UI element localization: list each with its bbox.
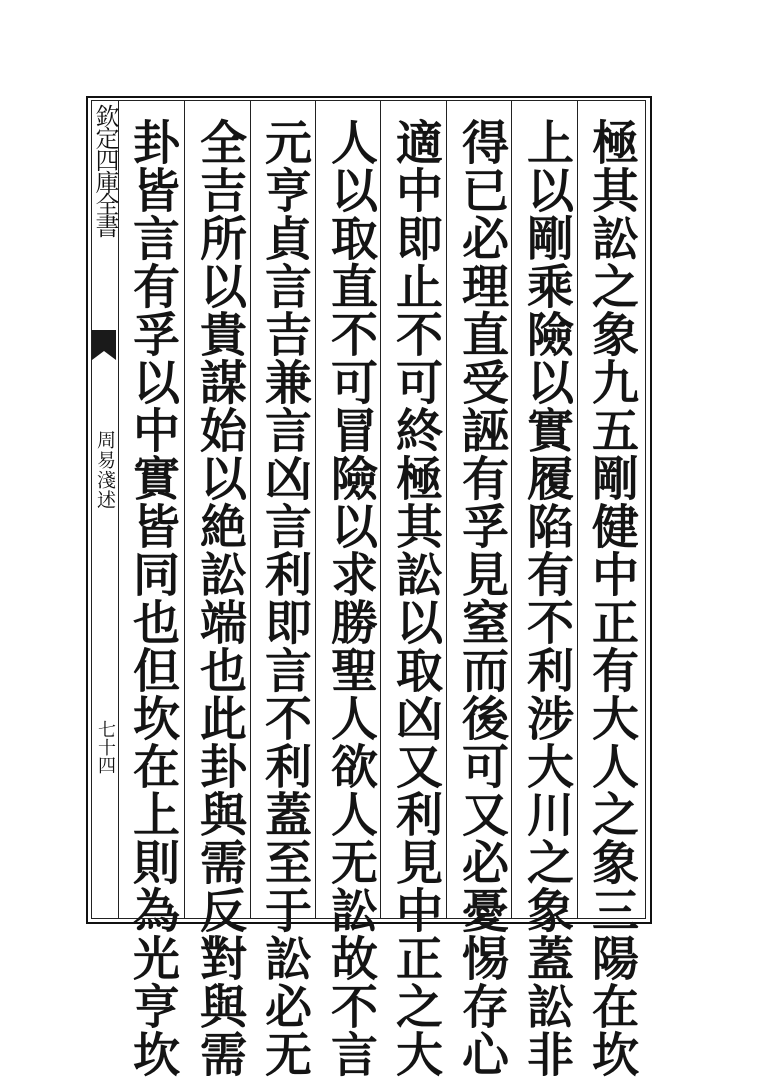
- column-text: 元亨貞言吉兼言凶言利即言不利蓋至于訟必无: [257, 118, 312, 1078]
- text-column-5: [320, 118, 380, 1078]
- column-rule: [446, 100, 447, 919]
- column-text: 適中即止不可終極其訟以取凶又利見中正之大: [388, 118, 443, 1078]
- column-text: 人以取直不可冒險以求勝聖人欲人无訟故不言: [323, 118, 378, 1078]
- column-rule: [315, 100, 316, 919]
- text-column-6: [254, 118, 314, 1078]
- text-column-2: [516, 118, 576, 1078]
- text-column-1: [581, 118, 641, 1078]
- margin-book-title: [92, 430, 118, 510]
- column-text: 得已必理直受誣有孚見窒而後可又必憂惕存心: [454, 118, 509, 1078]
- margin-series-title-text: 欽定四庫全書: [91, 104, 119, 236]
- margin-page-number-text: 七十四: [95, 720, 116, 774]
- column-rule: [184, 100, 185, 919]
- margin-series-title: [92, 104, 118, 236]
- column-text: 卦皆言有孚以中實皆同也但坎在上則為光亨坎: [125, 118, 180, 1078]
- text-column-4: [385, 118, 445, 1078]
- text-column-7: [189, 118, 249, 1078]
- column-text: 全吉所以貴謀始以絶訟端也此卦與需反對與需: [192, 118, 247, 1078]
- column-text: 上以剛乘險以實履陷有不利涉大川之象蓋訟非: [519, 118, 574, 1078]
- column-rule: [511, 100, 512, 919]
- column-rule: [577, 100, 578, 919]
- margin-page-number: [92, 720, 118, 774]
- column-rule: [250, 100, 251, 919]
- text-column-8: [122, 118, 182, 1078]
- column-rule: [380, 100, 381, 919]
- margin-book-title-text: 周易淺述: [94, 430, 116, 510]
- column-text: 極其訟之象九五剛健中正有大人之象三陽在坎: [584, 118, 639, 1078]
- text-column-3: [451, 118, 511, 1078]
